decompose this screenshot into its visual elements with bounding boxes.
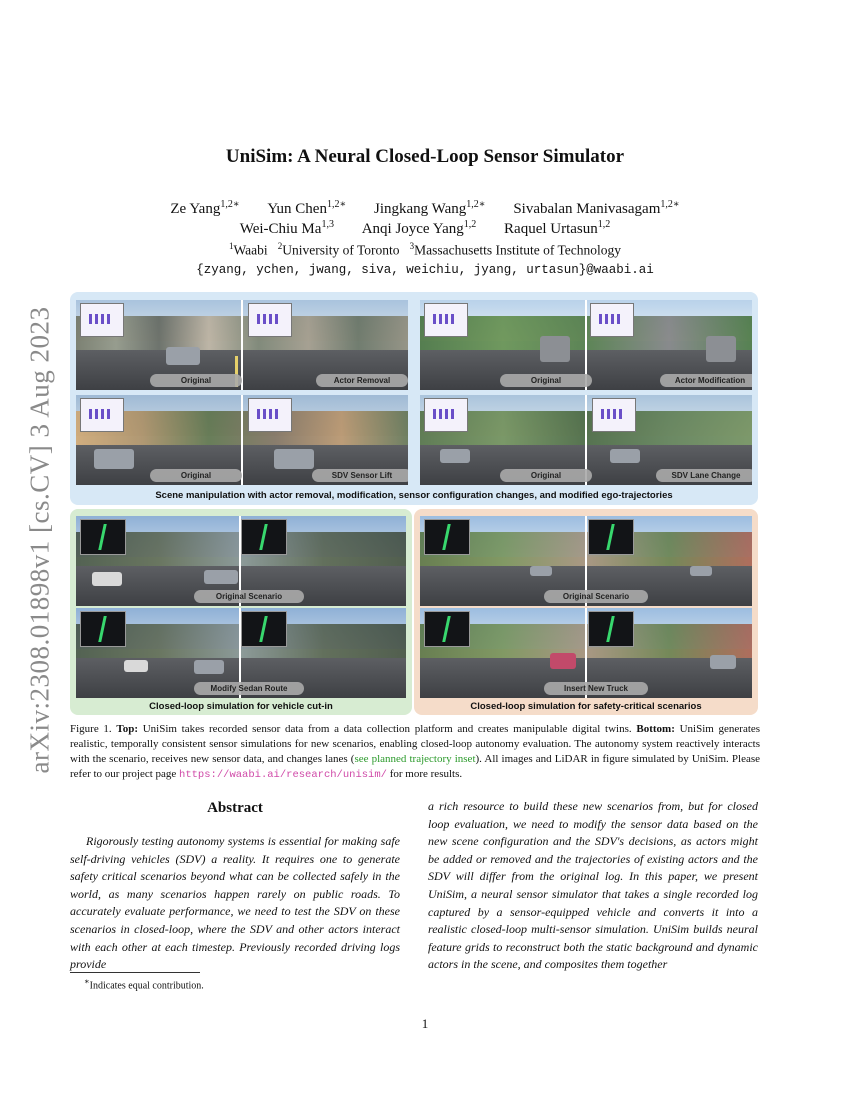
author-emails: {zyang, ychen, jwang, siva, weichiu, jyang, urtasun}@waabi.ai (196, 263, 654, 277)
figure-top-panel (70, 292, 758, 505)
figure-left-caption: Closed-loop simulation for vehicle cut-in (149, 701, 333, 712)
image-label: Original (500, 469, 592, 482)
abstract-right-column: a rich resource to build these new scenarios from, but for closed loop evaluation, we need to modify the sensor data based on the new scene configuration and the SDV's decisions, as actors might be added or removed and the trajectories of existing actors and the SDV will differ from the original log. In this paper, we present UniSim, a neural sensor simulator that takes a single recorded log captured by a sensor-equipped vehicle and converts it into a realistic closed-loop multi-sensor simulation. UniSim builds neural feature grids to reconstruct both the static background and dynamic actors in the scene, and composites them together (428, 799, 758, 972)
figure-image (76, 300, 408, 390)
image-label: Actor Removal (316, 374, 408, 387)
author: Ze Yang$^{1,2∗}$ (170, 199, 240, 217)
lidar-inset (248, 398, 292, 432)
figure-right-panel (414, 509, 758, 715)
caption-green-text: see planned trajectory inset (354, 753, 476, 765)
arxiv-id: arXiv:2308.01898v1 [cs.CV] 3 Aug 2023 (24, 306, 55, 774)
lidar-inset (424, 303, 468, 337)
trajectory-inset (424, 519, 470, 555)
footnote-rule (70, 972, 200, 973)
figure-caption: Figure 1. Top: UniSim takes recorded sensor data from a data collection platform and creates manipulable digital twins. Bottom: UniSim generates realistic, temporally consistent sensor simulations for new scenarios, enabling closed-loop autonomy evaluation. The autonomy system reactively interacts with the scenario, receives new sensor data, and changes lanes (see planned trajectory inset). All images and LiDAR in figure simulated by UniSim. Please refer to our project page https://waabi.ai/research/unisim/ for more results. (70, 723, 761, 781)
trajectory-inset (80, 519, 126, 555)
project-url-link[interactable]: https://waabi.ai/research/unisim/ (179, 769, 387, 781)
abstract-heading: Abstract (207, 800, 263, 816)
lidar-inset (80, 398, 124, 432)
image-label: Original Scenario (194, 590, 304, 603)
image-label: Original (150, 374, 242, 387)
author: Wei-Chiu Ma$^{1,3}$ (239, 219, 334, 237)
paper-title: UniSim: A Neural Closed-Loop Sensor Simulator (225, 146, 625, 167)
figure-right-caption: Closed-loop simulation for safety-critical scenarios (470, 701, 702, 712)
image-label: SDV Sensor Lift (312, 469, 408, 482)
trajectory-inset (588, 519, 634, 555)
image-label: SDV Lane Change (656, 469, 752, 482)
image-label: Original (500, 374, 592, 387)
figure-top-caption: Scene manipulation with actor removal, modification, sensor configuration changes, and modified ego-trajectories (155, 490, 673, 501)
lidar-inset (590, 303, 634, 337)
footnote: ∗Indicates equal contribution. (84, 977, 204, 992)
abstract-left-column: Rigorously testing autonomy systems is essential for making safe self-driving vehicles (SDV) a reality. It requires one to generate safety critical scenarios beyond what can be collected safely in the world, as many scenarios happen rarely on public roads. To accurately evaluate performance, we need to test the SDV on these scenarios in closed-loop, where the SDV and other actors interact with each other at each timestep. Previously recorded driving logs provide (70, 834, 400, 972)
authors-row-1 (0, 199, 850, 218)
figure-left-panel (70, 509, 412, 715)
figure-image (420, 516, 752, 606)
trajectory-inset (241, 519, 287, 555)
figure-image (420, 608, 752, 698)
author: Sivabalan Manivasagam$^{1,2∗}$ (513, 199, 680, 217)
author: Yun Chen$^{1,2∗}$ (267, 199, 347, 217)
lidar-inset (248, 303, 292, 337)
image-label: Insert New Truck (544, 682, 648, 695)
author: Raquel Urtasun$^{1,2}$ (504, 219, 611, 237)
author: Anqi Joyce Yang$^{1,2}$ (361, 219, 477, 237)
trajectory-inset (241, 611, 287, 647)
trajectory-inset (80, 611, 126, 647)
image-label: Original Scenario (544, 590, 648, 603)
image-label: Actor Modification (660, 374, 752, 387)
authors-row-2 (0, 219, 850, 238)
lidar-inset (424, 398, 468, 432)
trajectory-inset (588, 611, 634, 647)
page-number: 1 (421, 1016, 429, 1031)
lidar-inset (80, 303, 124, 337)
figure-image (420, 300, 752, 390)
affiliations: $^1$Waabi $^2$University of Toronto $^3$Massachusetts Institute of Technology (228, 241, 622, 258)
figure-image (76, 516, 406, 606)
figure-image (76, 395, 408, 485)
figure-image (76, 608, 406, 698)
image-label: Original (150, 469, 242, 482)
image-label: Modify Sedan Route (194, 682, 304, 695)
author: Jingkang Wang$^{1,2∗}$ (374, 199, 486, 217)
figure-image (420, 395, 752, 485)
trajectory-inset (424, 611, 470, 647)
lidar-inset (592, 398, 636, 432)
